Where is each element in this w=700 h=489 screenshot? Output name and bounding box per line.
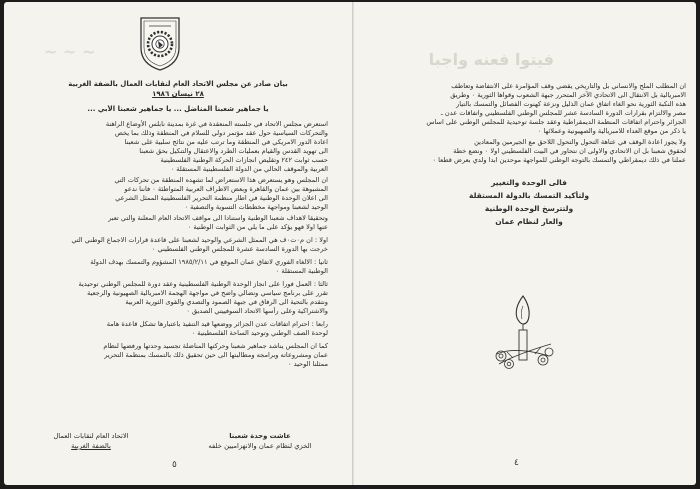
body-line: المشبوهة بين عمان والقاهرة وبعض الاطراف العربية المتواطئة ٠ فاننا ندعو: [124, 185, 328, 193]
body-line: رابعا : احترام اتفاقات عدن الجزائر ووضعها قيد التنفيذ باعتبارها تشكل قاعدة هامة: [106, 320, 328, 328]
body-line: وتحقيقا لاهداف شعبنا الوطنية واستنادا الى مواقف الاتحاد العام المعلنة والتي تعبر: [108, 214, 328, 222]
body-line: هذه النكبة الثورية نحو الغاء اتفاق عمان الذليل ونزعة كهنوت الفصائل والتمسك بالتيار: [456, 100, 686, 108]
body-line: حسب ثوابت ٢٤٢ وتقليص انجازات الحركة الوطنية الفلسطينية: [160, 156, 328, 164]
body-line: والتحركات السياسية حول عقد مؤتمر دولي للسلام في المنطقة وذلك بما يخص: [114, 129, 328, 137]
body-line: ثانيا : الالغاء الفوري لاتفاق عمان الموقع في ١٩٨٥/٢/١١ المشؤوم والتمسك بهدف الدولة: [90, 258, 328, 266]
union-logo-icon: [137, 14, 183, 72]
right-page: [354, 2, 696, 485]
body-line: عمان ومشروعاته وبرامجه ومطالبتها الى حين تحقيق ذلك بالتمسك بمنظمة التحرير: [104, 351, 328, 359]
statement-header: بيان صادر عن مجلس الاتحاد العام لنقابات العمال بالضفة الغربية: [68, 80, 288, 88]
slogan: ولتترسخ الوحدة الوطنية: [484, 204, 574, 213]
body-line: الى تهويد القدس والقيام بعمليات الطرد والاعتقال والتنكيل بحق شعبنا: [139, 147, 328, 155]
body-line: ممثلنا الوحيد ٠: [287, 360, 328, 368]
body-line: مصر والالتزام بقرارات الدورة السادسة عشر للمجلس الوطني الفلسطيني واتفاقات عدن ـ: [440, 109, 686, 117]
body-line: الجزائر واحترام اتفاقات المنظمة الديمقراطية وعقد جلسة توحيدية للمجلس الوطني على اساس: [426, 118, 686, 126]
body-line: ولا يجوز اعادة الوقف في عتاهة التحول والتحول اللاحق مع الجيرمين والمعادين: [474, 138, 686, 146]
slogan: فالى الوحدة والتغيير: [491, 178, 567, 187]
body-line: استعرض مجلس الاتحاد في جلسته المنعقدة في غزة بمدينة نابلس الأوضاع الراهنة: [105, 120, 328, 128]
body-line: الوطنية المستقلة ٠: [275, 267, 328, 275]
body-line: والاشتراكية وعلى رأسها الاتحاد السوفييتي الصديق ٠: [186, 307, 328, 315]
page-number-left: ٥: [172, 460, 177, 470]
body-line: لوحدة الصف الوطني وتوحيد الساحة الفلسطينية ٠: [191, 329, 328, 337]
body-line: العربية والموقف الحالي من الدولة الفلسطينية المستقلة ٠: [170, 165, 328, 173]
body-line: الى اعلان الوحدة الوطنية في اطار منظمة التحرير الفلسطينية الممثل الشرعي: [115, 194, 328, 202]
body-line: عملنا في ذلك ديمقراطي والتمسك بالتوجه الوطني للمواجهة موحدين ابدا ولدي بعرض قطعا ٠: [432, 156, 686, 164]
bleed-through-text: ~ ~ ~: [44, 42, 96, 61]
body-line: اعادة الدور الامريكي في المنطقة وما ترتب عليه من نتائج سلبية على شعبنا: [124, 138, 328, 146]
salutation: يا جماهير شعبنا المناضل ... يا جماهير شعبنا الأبي ...: [87, 105, 269, 113]
body-line: يا ذكر من موقع العداء للامبريالية والصهيونية وعملائها ٠: [537, 127, 686, 135]
body-line: كما ان المجلس يناشد جماهير شعبنا وحركتها المناضلة تجسيد وحدتها ورفضها لنظام: [103, 342, 328, 350]
statement-date: ٢٨ نيسان ١٩٨٦: [152, 90, 204, 98]
body-line: عنها اولا فهو يؤكد على ما يلي من الثوابت الوطنية ٠: [187, 223, 328, 231]
left-page: [4, 2, 352, 485]
slogan: والعار لنظام عمان: [495, 217, 563, 226]
bleed-through-title: فيتوا فعنه واجبا: [428, 50, 554, 69]
candle-flower-icon: [487, 294, 559, 372]
body-line: خرجت بها الدورة السادسة عشرة للمجلس الوطني الفلسطيني ٠: [151, 245, 328, 253]
signature-region: بالضفة الغربية: [71, 442, 111, 450]
page-number-right: ٤: [514, 458, 519, 468]
body-line: ثالثا : العمل فورا على انجاز الوحدة الوطنية الفلسطينية وعقد دورة للمجلس الوطني توحيدية: [78, 280, 328, 288]
booklet-spread: [4, 2, 696, 485]
body-line: ان المجلس وهو يستعرض هذا الاستعراض لما تشهده المنطقة من تحركات التي: [114, 176, 328, 184]
body-line: تقرر على برنامج سياسي ونضالي واضح في مواجهة الهجمة الامبريالية الصهيونية والرجعية: [87, 289, 328, 297]
body-line: الوحيد لشعبنا ومواجهة مخططات التسوية والتصفية ٠: [184, 203, 328, 211]
body-line: الامبريالية بل الانتقال الى الاتحادي الآخر المتحرر جبهة الشعوب وقواها الثورية ٠ وطريق: [450, 91, 686, 99]
signature-union: الاتحاد العام لنقابات العمال: [53, 432, 129, 440]
body-line: ونتقدم بالتحية الى الرفاق في جبهة الصمود والتصدي والقوى الثورية العربية: [125, 298, 328, 306]
slogan: ولتأكيد التمسك بالدولة المستقلة: [469, 191, 589, 200]
body-line: ان المطلب الملح والانساني بل والتاريخي يقضي وقف المؤامرة على الانتفاضة وتعاطف: [451, 82, 686, 90]
body-line: لحقوق شعبنا بل ان الاتحادي والاولى ان نتحاور في البيت الفلسطيني اولا ٠ ونضع خطة: [453, 147, 686, 155]
body-line: اولا : ان م٠ت٠ف هي الممثل الشرعي والوحيد لشعبنا على قاعدة قرارات الاجماع الوطني التي: [71, 236, 328, 244]
closing-slogan-right: عاشت وحدة شعبنا: [229, 432, 291, 440]
closing-slogan-right-2: الخزي لنظام عمان والانهزاميين خلفه: [208, 442, 312, 450]
